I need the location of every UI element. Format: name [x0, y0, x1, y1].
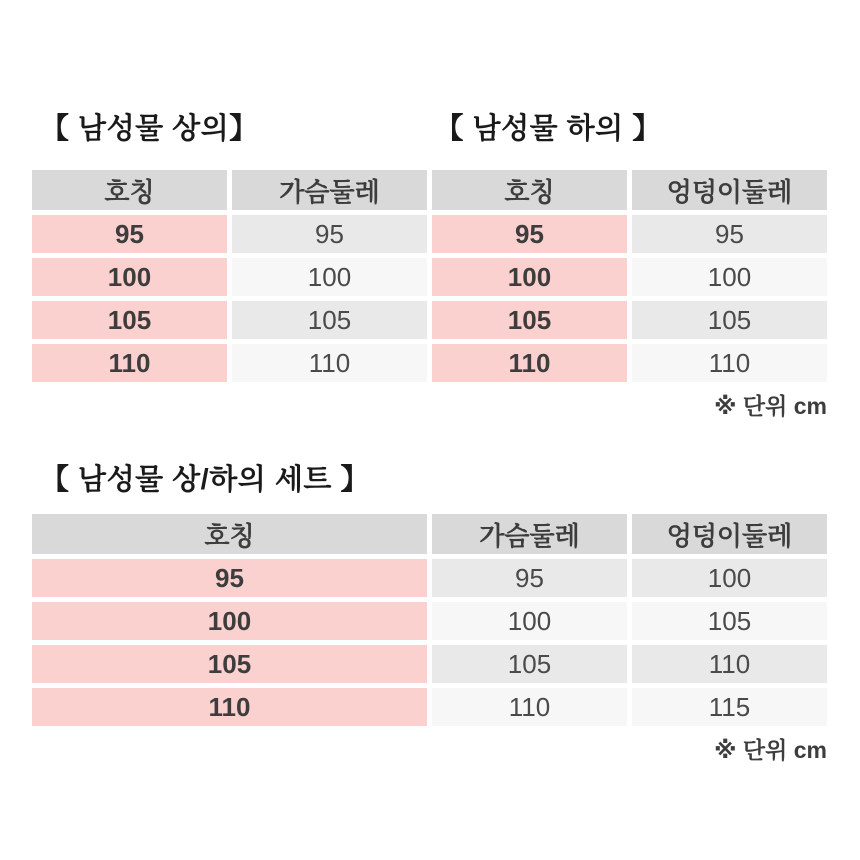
unit-note-bottom: ※ 단위 cm	[714, 737, 827, 763]
tops-table-title: 【 남성물 상의】	[40, 113, 259, 145]
value-cell: 100	[632, 559, 827, 597]
value-cell: 105	[232, 301, 427, 339]
bottoms-size-table	[432, 170, 827, 382]
size-cell: 105	[432, 301, 627, 339]
column-header: 엉덩이둘레	[632, 170, 827, 210]
value-cell: 110	[632, 645, 827, 683]
size-cell: 105	[32, 645, 427, 683]
value-cell: 110	[432, 688, 627, 726]
bottoms-title-slot	[430, 112, 828, 147]
value-cell: 110	[632, 344, 827, 382]
unit-note-top: ※ 단위 cm	[714, 393, 827, 419]
column-header: 가슴둘레	[232, 170, 427, 210]
value-cell: 110	[232, 344, 427, 382]
value-cell: 100	[432, 602, 627, 640]
size-cell: 110	[432, 344, 627, 382]
size-cell: 95	[432, 215, 627, 253]
value-cell: 105	[632, 602, 827, 640]
set-size-table	[32, 514, 827, 726]
tops-size-table	[32, 170, 427, 382]
size-cell: 95	[32, 559, 427, 597]
size-cell: 100	[32, 258, 227, 296]
value-cell: 95	[632, 215, 827, 253]
set-title-row	[32, 463, 827, 498]
size-cell: 95	[32, 215, 227, 253]
column-header: 호칭	[32, 170, 227, 210]
top-tables-row	[32, 170, 827, 382]
value-cell: 105	[632, 301, 827, 339]
column-header: 엉덩이둘레	[632, 514, 827, 554]
column-header: 호칭	[432, 170, 627, 210]
value-cell: 95	[232, 215, 427, 253]
value-cell: 95	[432, 559, 627, 597]
column-header: 호칭	[32, 514, 427, 554]
top-titles-row	[32, 112, 827, 147]
tops-title-slot	[32, 112, 430, 147]
value-cell: 115	[632, 688, 827, 726]
value-cell: 100	[632, 258, 827, 296]
size-cell: 100	[432, 258, 627, 296]
value-cell: 105	[432, 645, 627, 683]
column-header: 가슴둘레	[432, 514, 627, 554]
size-cell: 110	[32, 688, 427, 726]
size-cell: 110	[32, 344, 227, 382]
size-cell: 100	[32, 602, 427, 640]
value-cell: 100	[232, 258, 427, 296]
bottoms-table-title: 【 남성물 하의 】	[434, 113, 662, 145]
set-table-title: 【 남성물 상/하의 세트 】	[40, 464, 370, 496]
size-cell: 105	[32, 301, 227, 339]
